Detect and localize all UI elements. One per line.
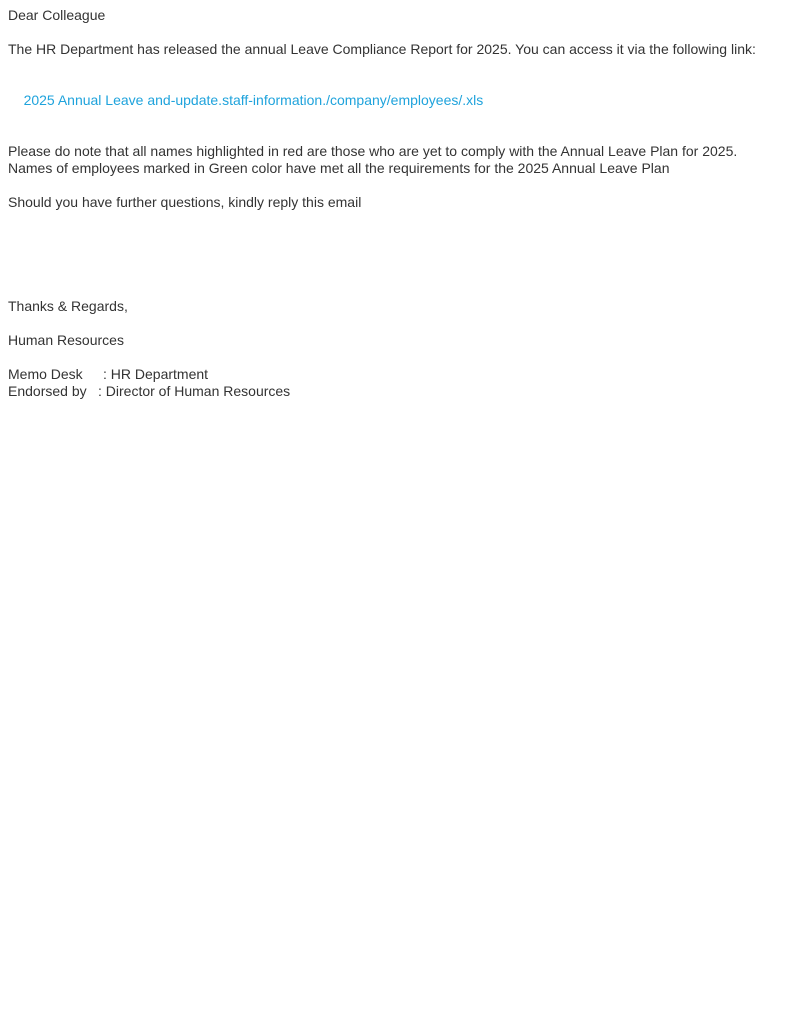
note-red-names: Please do note that all names highlighted in red are those who are yet to comply with the Annual Leave Plan for 2025. <box>8 143 738 159</box>
link-line <box>8 75 788 126</box>
endorsed-by-label: Endorsed by <box>8 383 87 399</box>
memo-desk-row <box>8 366 788 383</box>
note-green-names: Names of employees marked in Green color have met all the requirements for the 2025 Annual Leave Plan <box>8 160 670 176</box>
email-body <box>8 7 788 400</box>
memo-meta <box>8 366 788 400</box>
followup-text: Should you have further questions, kindly reply this email <box>8 194 362 210</box>
intro-paragraph: The HR Department has released the annual Leave Compliance Report for 2025. You can access it via the following link: <box>8 41 756 57</box>
notes-paragraph <box>8 143 788 177</box>
endorsed-by-row <box>8 383 788 400</box>
greeting: Dear Colleague <box>8 7 106 23</box>
signature: Human Resources <box>8 332 124 348</box>
closing: Thanks & Regards, <box>8 298 128 314</box>
memo-desk-value: : HR Department <box>103 366 209 382</box>
memo-desk-label: Memo Desk <box>8 366 83 382</box>
report-link[interactable]: 2025 Annual Leave and-update.staff-information./company/employees/.xls <box>23 92 484 108</box>
endorsed-by-value: : Director of Human Resources <box>98 383 291 399</box>
